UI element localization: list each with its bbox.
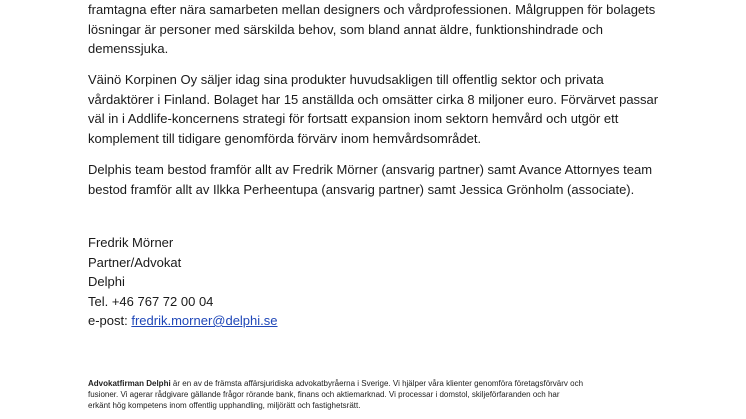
paragraph-line: framtagna efter nära samarbeten mellan designers och vårdprofessionen. Målgruppen för bolagets [88,2,656,17]
paragraph-company-info [88,70,658,148]
paragraph-line: bestod framför allt av Ilkka Perheentupa (ansvarig partner) samt Jessica Grönholm (associate). [88,181,635,197]
signature-name: Fredrik Mörner [88,235,174,250]
footer-line-2: fusioner. Vi agerar rådgivare gällande frågor rörande bank, finans och aktiemarknad. Vi processar i domstol, skiljeförfaranden och har [88,390,560,399]
footer-line-3: erkänt hög kompetens inom offentlig upphandling, miljörätt och fastighetsrätt. [88,401,361,410]
footer-line-1-text: är en av de främsta affärsjuridiska advokatbyråerna i Sverige. Vi hjälper våra klienter genomföra företagsförvärv och [170,379,584,388]
footer-disclaimer [88,378,583,411]
paragraph-line: vårdaktörer i Finland. Bolaget har 15 anställda och omsätter cirka 8 miljoner euro. Förvärvet passar [88,91,659,107]
paragraph-line: lösningar är personer med särskilda behov, som bland annat äldre, funktionshindrade och [88,21,604,37]
paragraph-line: Delphis team bestod framför allt av Fredrik Mörner (ansvarig partner) samt Avance Attornyes team [88,162,653,177]
footer-line-1 [88,378,583,389]
signature-email-label: e-post: [88,313,132,328]
signature-block [88,233,278,331]
paragraph-line: Väinö Korpinen Oy säljer idag sina produkter huvudsakligen till offentlig sektor och privata [88,72,604,87]
email-link[interactable]: fredrik.morner@delphi.se [131,313,278,328]
signature-firm: Delphi [88,274,125,289]
signature-phone: Tel. +46 767 72 00 04 [88,293,214,309]
paragraph-line: demenssjuka. [88,41,169,56]
paragraph-line: väl in i Addlife-koncernens strategi för fortsatt expansion inom sektorn hemvård och utgör ett [88,111,619,126]
paragraph-target-group [88,0,655,59]
paragraph-teams [88,160,652,199]
footer-firm-name: Advokatfirman Delphi [88,379,171,388]
paragraph-line: komplement till tidigare genomförda förvärv inom hemvårdsområdet. [88,130,482,146]
signature-title: Partner/Advokat [88,254,182,270]
signature-email-row [88,311,278,331]
